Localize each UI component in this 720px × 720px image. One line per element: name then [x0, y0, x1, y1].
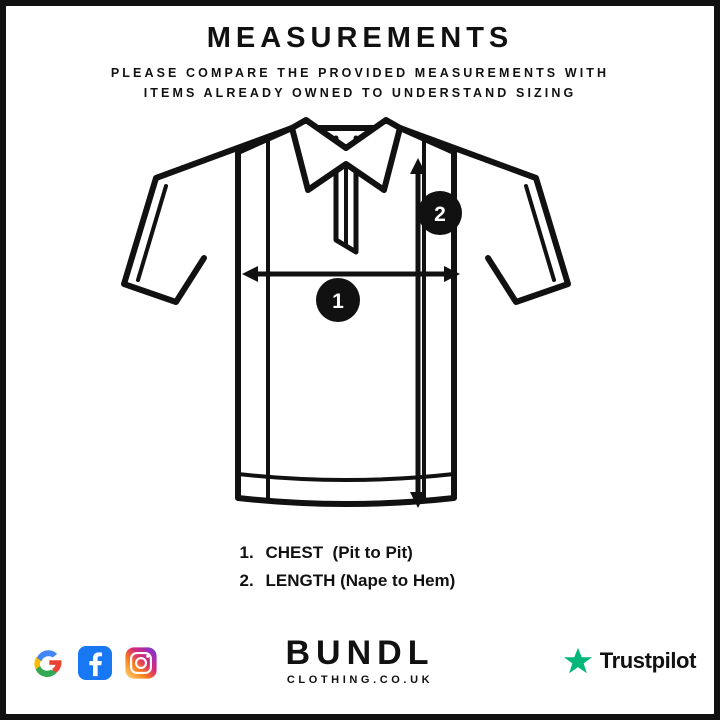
trustpilot-label: Trustpilot: [599, 648, 696, 673]
marker-2: [418, 191, 462, 235]
legend-item-length: [6, 567, 714, 595]
page-title: MEASUREMENTS: [206, 22, 514, 54]
subtitle-line-1: PLEASE COMPARE THE PROVIDED MEASUREMENTS WITH: [110, 66, 610, 80]
polo-shirt-illustration: [6, 106, 720, 526]
svg-text:2: 2: [434, 203, 446, 226]
trustpilot-star-icon: [563, 646, 593, 676]
garment-diagram: [6, 106, 720, 526]
brand-website: CLOTHING.CO.UK: [286, 674, 434, 686]
legend: [6, 539, 714, 595]
legend-number: 1.: [239, 543, 254, 562]
marker-1: [316, 278, 360, 322]
trustpilot-badge[interactable]: [563, 646, 696, 676]
subtitle-line-2: ITEMS ALREADY OWNED TO UNDERSTAND SIZING: [143, 86, 577, 100]
legend-number: 2.: [239, 571, 254, 590]
brand-name: BUNDL: [285, 634, 435, 672]
legend-label: CHEST (Pit to Pit): [265, 543, 413, 562]
legend-item-chest: [6, 539, 714, 567]
legend-label: LENGTH (Nape to Hem): [265, 571, 456, 590]
svg-text:1: 1: [332, 290, 344, 313]
header: [6, 22, 714, 103]
footer: [6, 620, 714, 696]
page-subtitle: [50, 63, 670, 103]
